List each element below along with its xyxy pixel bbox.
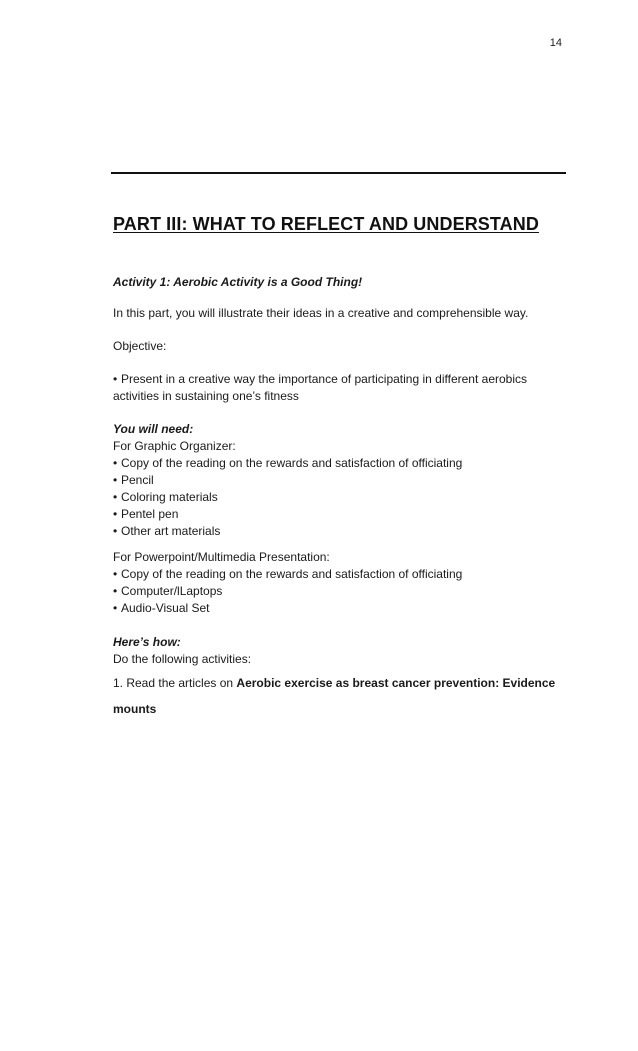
- objective-label: Objective:: [113, 339, 167, 353]
- graphic-organizer-label: For Graphic Organizer:: [113, 439, 236, 453]
- bullet-icon: •: [113, 567, 118, 581]
- list-item: • Coloring materials: [113, 490, 218, 504]
- bullet-icon: •: [113, 473, 118, 487]
- activity-title: Activity 1: Aerobic Activity is a Good Thing!: [113, 275, 363, 289]
- document-body: [113, 214, 568, 722]
- bullet-icon: •: [113, 584, 118, 598]
- bullet-icon: •: [113, 490, 118, 504]
- you-will-need-heading: You will need:: [113, 422, 194, 436]
- objective-item: [113, 371, 568, 405]
- list-item: • Other art materials: [113, 524, 221, 538]
- list-item: • Pencil: [113, 473, 154, 487]
- list-item: • Computer/lLaptops: [113, 584, 223, 598]
- bullet-icon: •: [113, 507, 118, 521]
- bullet-icon: •: [113, 456, 118, 470]
- intro-text: In this part, you will illustrate their ideas in a creative and comprehensible way.: [113, 306, 529, 320]
- presentation-label: For Powerpoint/Multimedia Presentation:: [113, 550, 330, 564]
- presentation-list: [113, 566, 568, 617]
- how-intro: Do the following activities:: [113, 652, 252, 666]
- list-item: • Audio-Visual Set: [113, 601, 210, 615]
- step-1: [113, 670, 568, 722]
- heres-how-heading: Here’s how:: [113, 635, 181, 649]
- bullet-icon: •: [113, 524, 118, 538]
- list-item: • Copy of the reading on the rewards and satisfaction of officiating: [113, 456, 463, 470]
- bullet-icon: •: [113, 372, 118, 386]
- bullet-icon: •: [113, 601, 118, 615]
- list-item: • Copy of the reading on the rewards and satisfaction of officiating: [113, 567, 463, 581]
- header-divider: [111, 172, 566, 174]
- list-item: • Pentel pen: [113, 507, 179, 521]
- graphic-organizer-list: [113, 455, 568, 540]
- article-title: Aerobic exercise as breast cancer prevention: Evidence mounts: [113, 676, 556, 716]
- page-number: 14: [549, 37, 562, 49]
- part-title: PART III: WHAT TO REFLECT AND UNDERSTAND: [113, 214, 539, 234]
- objective-item-text: Present in a creative way the importance of participating in different aerobics activities in sustaining one’s fitness: [113, 372, 527, 403]
- step-1-prefix: 1. Read the articles on: [113, 676, 237, 690]
